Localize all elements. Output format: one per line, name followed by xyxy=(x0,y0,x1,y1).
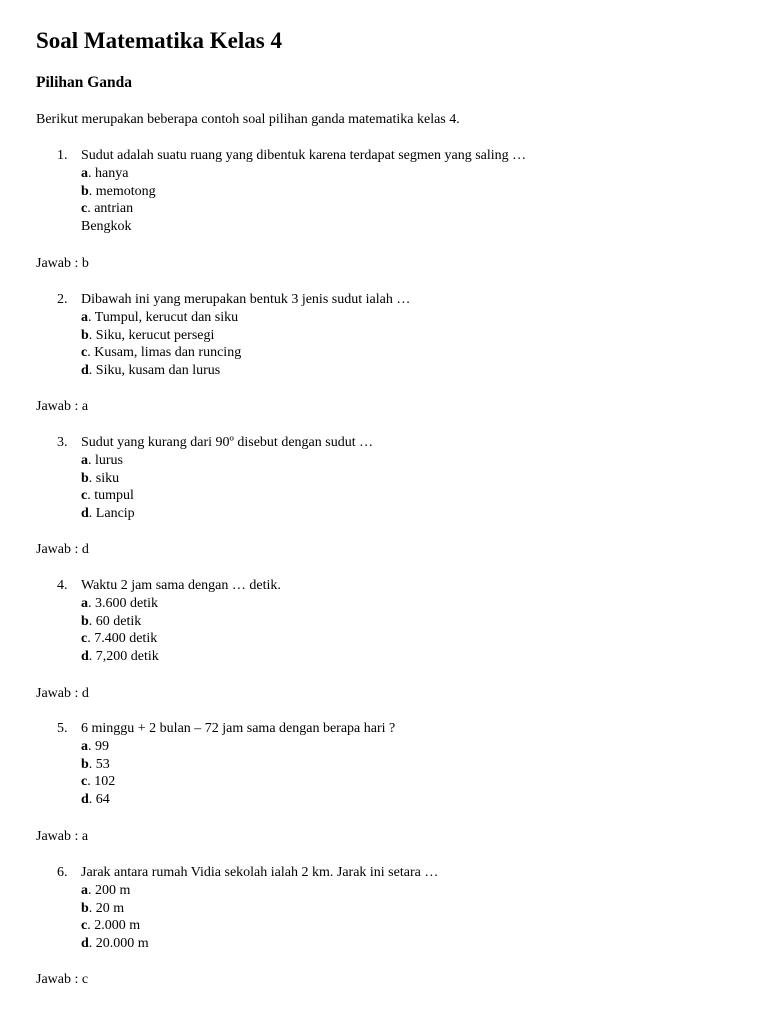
option-c: c. Kusam, limas dan runcing xyxy=(81,345,242,361)
option-a: a. 99 xyxy=(81,738,109,754)
answer-4: Jawab : d xyxy=(36,686,89,701)
question-number: 4. xyxy=(57,578,68,593)
question-6 xyxy=(0,864,768,953)
question-2 xyxy=(0,291,768,380)
answer-1: Jawab : b xyxy=(36,256,89,271)
question-number: 2. xyxy=(57,292,68,307)
option-extra-text: Bengkok xyxy=(81,219,132,235)
option-a: a. Tumpul, kerucut dan siku xyxy=(81,309,239,325)
option-d: d. 64 xyxy=(81,792,110,808)
question-text: Sudut yang kurang dari 90º disebut dengan sudut … xyxy=(81,435,374,450)
question-number: 6. xyxy=(57,865,68,880)
option-c: c. tumpul xyxy=(81,488,134,504)
question-text: Sudut adalah suatu ruang yang dibentuk karena terdapat segmen yang saling … xyxy=(81,148,527,163)
option-c: c. 2.000 m xyxy=(81,918,141,934)
question-text: Jarak antara rumah Vidia sekolah ialah 2 km. Jarak ini setara … xyxy=(81,865,439,880)
answer-5: Jawab : a xyxy=(36,829,89,844)
question-number: 5. xyxy=(57,721,68,736)
section-heading: Pilihan Ganda xyxy=(36,74,133,91)
option-b: b. 53 xyxy=(81,756,110,772)
option-a: a. 3.600 detik xyxy=(81,595,158,611)
intro-paragraph: Berikut merupakan beberapa contoh soal pilihan ganda matematika kelas 4. xyxy=(36,112,460,127)
option-a: a. lurus xyxy=(81,452,123,468)
question-4 xyxy=(0,577,768,666)
question-text: 6 minggu + 2 bulan – 72 jam sama dengan berapa hari ? xyxy=(81,721,396,736)
option-a: a. 200 m xyxy=(81,882,131,898)
answer-3: Jawab : d xyxy=(36,542,89,557)
answer-2: Jawab : a xyxy=(36,399,89,414)
option-c: c. antrian xyxy=(81,201,134,217)
option-d: d. 7,200 detik xyxy=(81,649,159,665)
option-b: b. memotong xyxy=(81,183,156,199)
option-c: c. 7.400 detik xyxy=(81,631,158,647)
question-3 xyxy=(0,434,768,523)
option-d: d. Lancip xyxy=(81,506,135,522)
question-text: Waktu 2 jam sama dengan … detik. xyxy=(81,578,281,593)
option-c: c. 102 xyxy=(81,774,116,790)
question-text: Dibawah ini yang merupakan bentuk 3 jenis sudut ialah … xyxy=(81,292,411,307)
option-a: a. hanya xyxy=(81,165,129,181)
question-number: 3. xyxy=(57,435,68,450)
option-b: b. Siku, kerucut persegi xyxy=(81,327,215,343)
option-b: b. 20 m xyxy=(81,900,125,916)
page-title: Soal Matematika Kelas 4 xyxy=(36,28,282,53)
question-5 xyxy=(0,720,768,809)
question-number: 1. xyxy=(57,148,68,163)
question-1 xyxy=(0,147,768,236)
option-b: b. siku xyxy=(81,470,120,486)
option-d: d. 20.000 m xyxy=(81,936,149,952)
answer-6: Jawab : c xyxy=(36,972,89,987)
option-d: d. Siku, kusam dan lurus xyxy=(81,363,221,379)
option-b: b. 60 detik xyxy=(81,613,142,629)
